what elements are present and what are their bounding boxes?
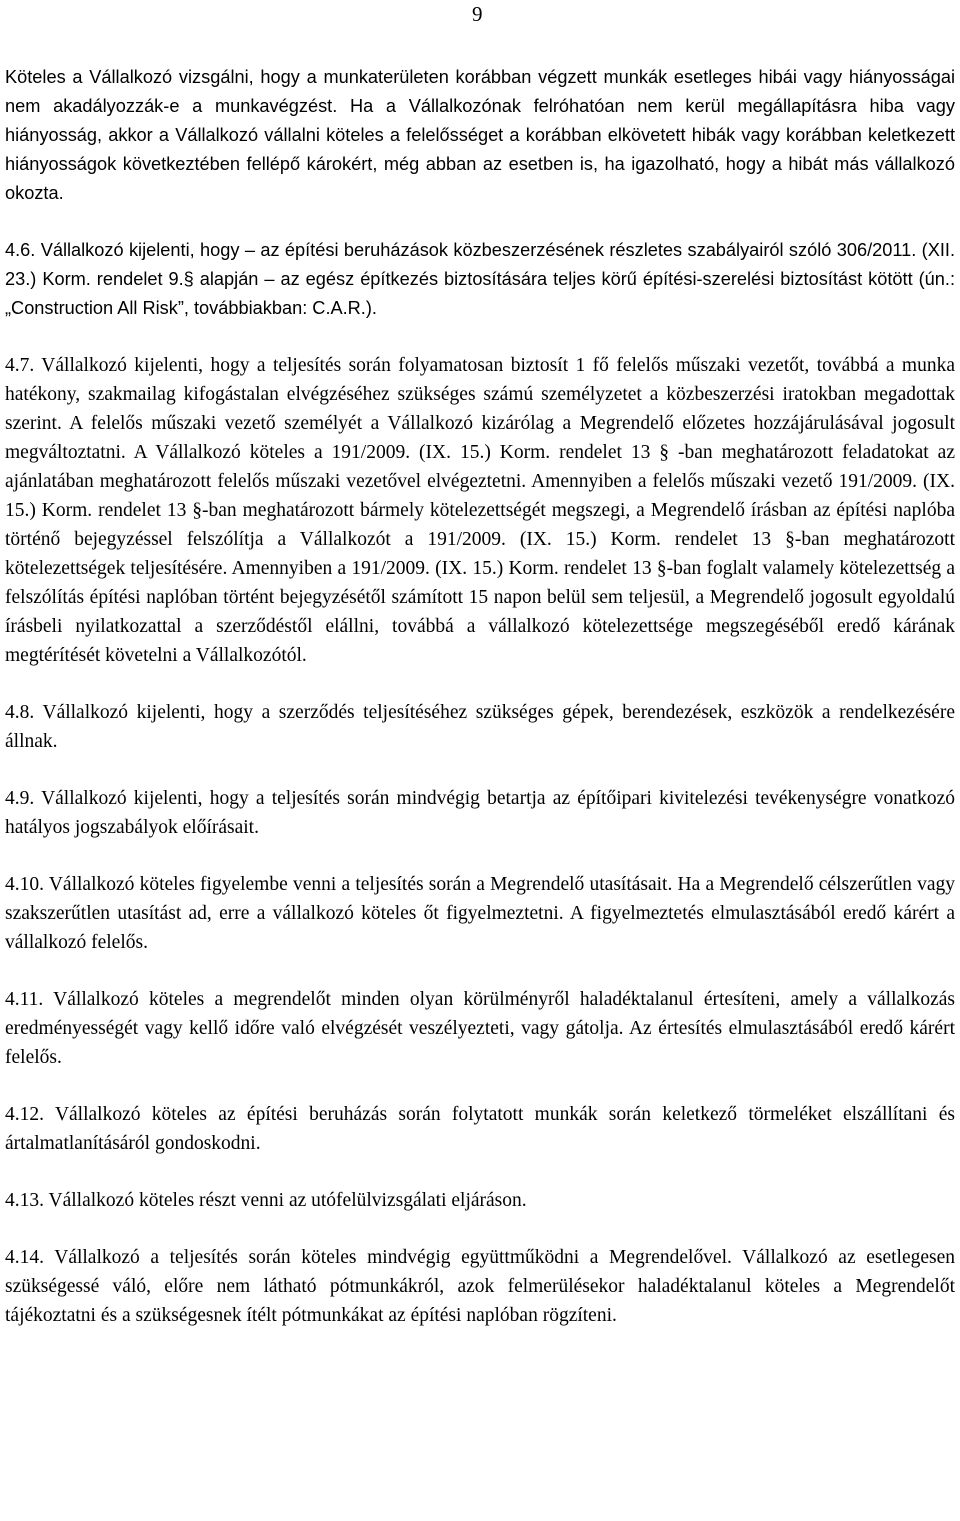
paragraph-intro: Köteles a Vállalkozó vizsgálni, hogy a munkaterületen korábban végzett munkák esetleges hibái vagy hiányosságai nem akadályozzák-e a munkavégzést. Ha a Vállalkozónak felróhatóan nem kerül megállapításra hiba vagy hiányosság, akkor a Vállalkozó vállalni köteles a felelősséget a korábban elkövetett hibák vagy korábban keletkezett hiányosságok következtében fellépő károkért, még abban az esetben is, ha igazolható, hogy a hibát más vállalkozó okozta. (5, 67, 955, 203)
paragraph-4-10: 4.10. Vállalkozó köteles figyelembe venni a teljesítés során a Megrendelő utasításait. Ha a Megrendelő célszerűtlen vagy szakszerűtlen utasítást ad, erre a vállalkozó köteles őt figyelmeztetni. A figyelmeztetés elmulasztásából eredő kárért a vállalkozó felelős. (5, 874, 955, 953)
paragraph-4-13: 4.13. Vállalkozó köteles részt venni az utófelülvizsgálati eljáráson. (5, 1190, 527, 1211)
paragraph-4-12: 4.12. Vállalkozó köteles az építési beruházás során folytatott munkák során keletkező törmeléket elszállítani és ártalmatlanításáról gondoskodni. (5, 1104, 955, 1154)
paragraph-4-11: 4.11. Vállalkozó köteles a megrendelőt minden olyan körülményről haladéktalanul értesíteni, amely a vállalkozás eredményességét vagy kellő időre való elvégzését veszélyezteti, vagy gátolja. Az értesítés elmulasztásából eredő kárért felelős. (5, 989, 955, 1068)
page-number: 9 (472, 2, 483, 26)
document-body (5, 63, 955, 1330)
paragraph-4-7: 4.7. Vállalkozó kijelenti, hogy a teljesítés során folyamatosan biztosít 1 fő felelős műszaki vezetőt, továbbá a munka hatékony, szakmailag kifogástalan elvégzéséhez szükséges számú személyzetet a közbeszerzési iratokban megadottak szerint. A felelős műszaki vezető személyét a Vállalkozó kizárólag a Megrendelő előzetes hozzájárulásával jogosult megváltoztatni. A Vállalkozó köteles a 191/2009. (IX. 15.) Korm. rendelet 13 § -ban meghatározott feladatokat az ajánlatában meghatározott felelős műszaki vezetővel elvégeztetni. Amennyiben a felelős műszaki vezető 191/2009. (IX. 15.) Korm. rendelet 13 §-ban meghatározott bármely kötelezettségét megszegi, a Megrendelő írásban az építési naplóba történő bejegyzéssel felszólítja a Vállalkozót a 191/2009. (IX. 15.) Korm. rendelet 13 §-ban meghatározott kötelezettségek teljesítésére. Amennyiben a 191/2009. (IX. 15.) Korm. rendelet 13 §-ban foglalt valamely kötelezettség a felszólítás építési naplóban történt bejegyzésétől számított 15 napon belül sem teljesül, a Megrendelő jogosult egyoldalú írásbeli nyilatkozattal a szerződéstől elállni, továbbá a vállalkozó kötelezettsége megszegéséből eredő kárának megtérítését követelni a Vállalkozótól. (5, 355, 955, 666)
paragraph-4-9: 4.9. Vállalkozó kijelenti, hogy a teljesítés során mindvégig betartja az építőipari kivitelezési tevékenységre vonatkozó hatályos jogszabályok előírásait. (5, 788, 955, 838)
paragraph-4-8: 4.8. Vállalkozó kijelenti, hogy a szerződés teljesítéséhez szükséges gépek, berendezések, eszközök a rendelkezésére állnak. (5, 702, 955, 752)
paragraph-4-14: 4.14. Vállalkozó a teljesítés során köteles mindvégig együttműködni a Megrendelővel. Vállalkozó az esetlegesen szükségessé váló, előre nem látható pótmunkákról, azok felmerülésekor haladéktalanul köteles a Megrendelőt tájékoztatni és a szükségesnek ítélt pótmunkákat az építési naplóban rögzíteni. (5, 1247, 955, 1326)
paragraph-4-6: 4.6. Vállalkozó kijelenti, hogy – az építési beruházások közbeszerzésének részletes szabályairól szóló 306/2011. (XII. 23.) Korm. rendelet 9.§ alapján – az egész építkezés biztosítására teljes körű építési-szerelési biztosítást kötött (ún.: „Construction All Risk”, továbbiakban: C.A.R.). (5, 240, 955, 318)
